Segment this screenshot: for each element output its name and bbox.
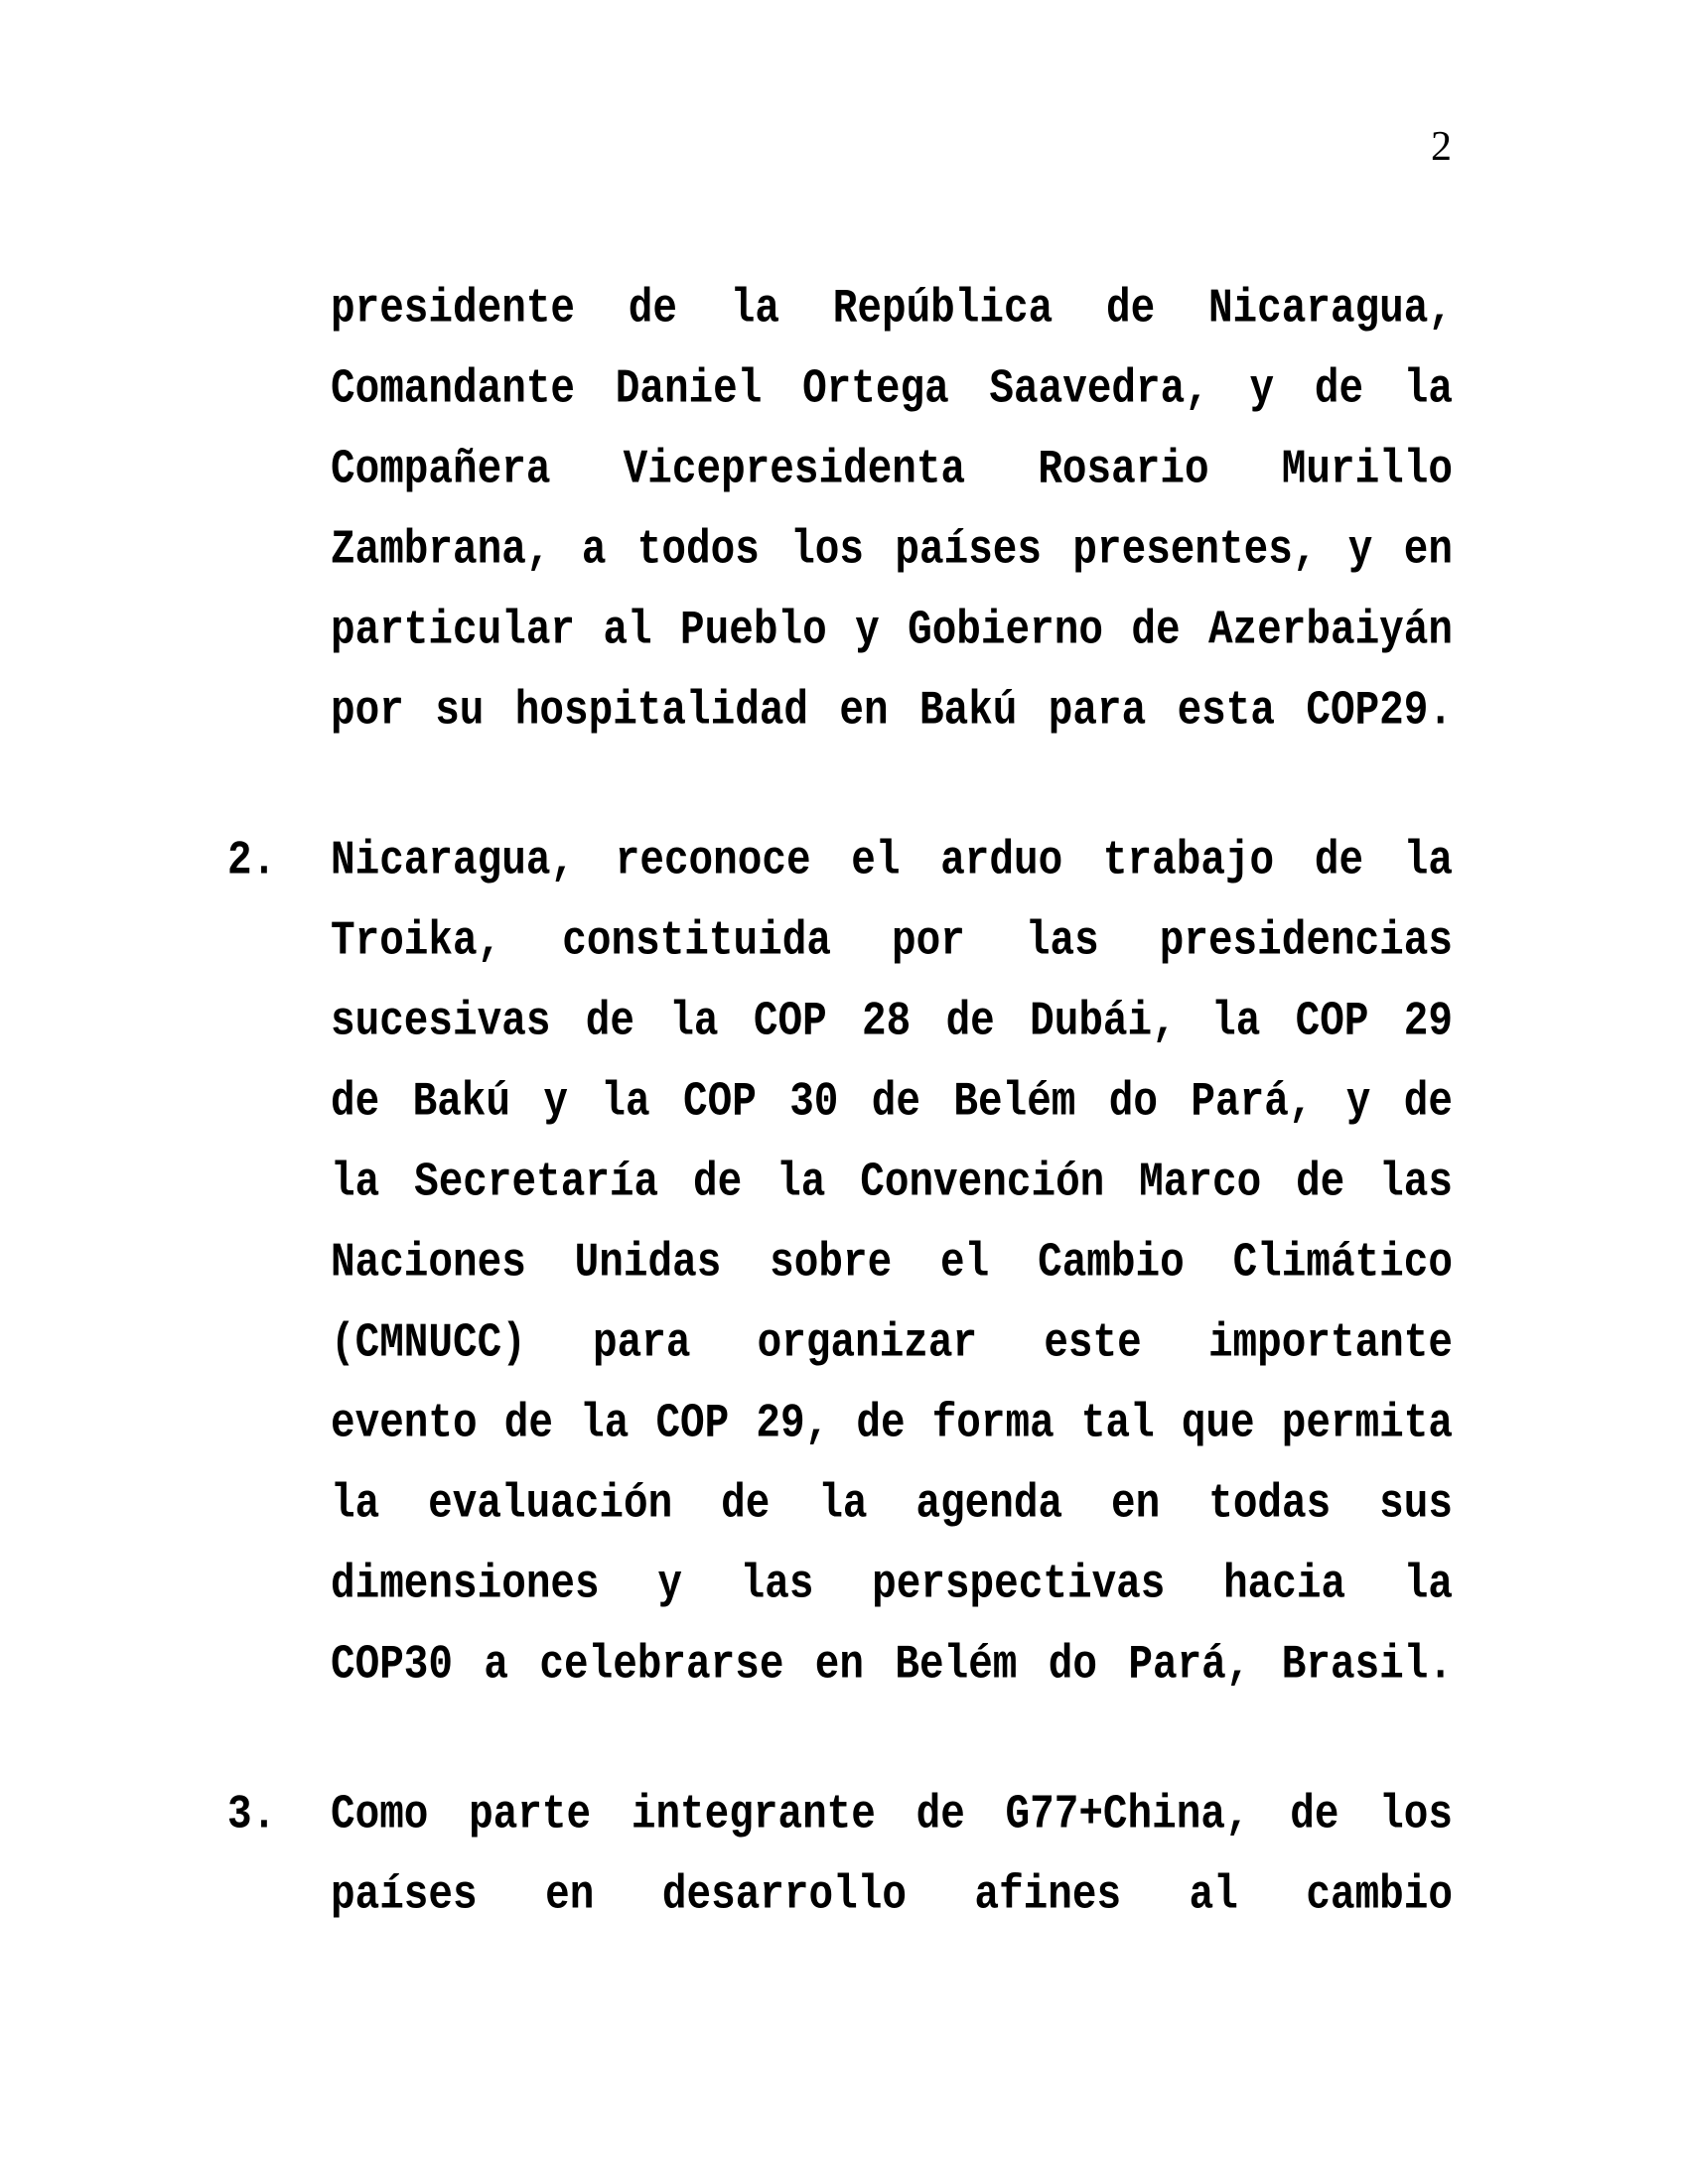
text-line: Zambrana, a todos los países presentes, y en (331, 524, 1453, 578)
text-line: dimensiones y las perspectivas hacia la (331, 1559, 1453, 1612)
page-number: 2 (1431, 124, 1452, 170)
paragraph (227, 822, 1453, 1706)
text-line: Nicaragua, reconoce el arduo trabajo de la (331, 835, 1453, 888)
text-line: COP30 a celebrarse en Belém do Pará, Brasil. (331, 1639, 1453, 1693)
text-line: Compañera Vicepresidenta Rosario Murillo (331, 444, 1453, 497)
paragraph (331, 270, 1453, 752)
text-line: la evaluación de la agenda en todas sus (331, 1478, 1453, 1532)
text-line: Como parte integrante de G77+China, de los (331, 1789, 1453, 1843)
text-line: países en desarrollo afines al cambio (331, 1869, 1453, 1923)
paragraph (227, 1776, 1453, 1937)
text-line: de Bakú y la COP 30 de Belém do Pará, y de (331, 1076, 1453, 1130)
paragraph-number: 2. (227, 835, 277, 888)
text-line: particular al Pueblo y Gobierno de Azerbaiyán (331, 605, 1453, 658)
document-body (227, 270, 1453, 1937)
text-line: la Secretaría de la Convención Marco de las (331, 1157, 1453, 1210)
text-line: por su hospitalidad en Bakú para esta COP29. (331, 685, 1453, 739)
text-line: (CMNUCC) para organizar este importante (331, 1317, 1453, 1371)
paragraph-number: 3. (227, 1789, 277, 1843)
text-line: Comandante Daniel Ortega Saavedra, y de la (331, 363, 1453, 417)
text-line: sucesivas de la COP 28 de Dubái, la COP 29 (331, 996, 1453, 1049)
text-line: presidente de la República de Nicaragua, (331, 283, 1453, 337)
text-line: Naciones Unidas sobre el Cambio Climático (331, 1237, 1453, 1291)
text-line: Troika, constituida por las presidencias (331, 915, 1453, 969)
text-line: evento de la COP 29, de forma tal que permita (331, 1398, 1453, 1451)
